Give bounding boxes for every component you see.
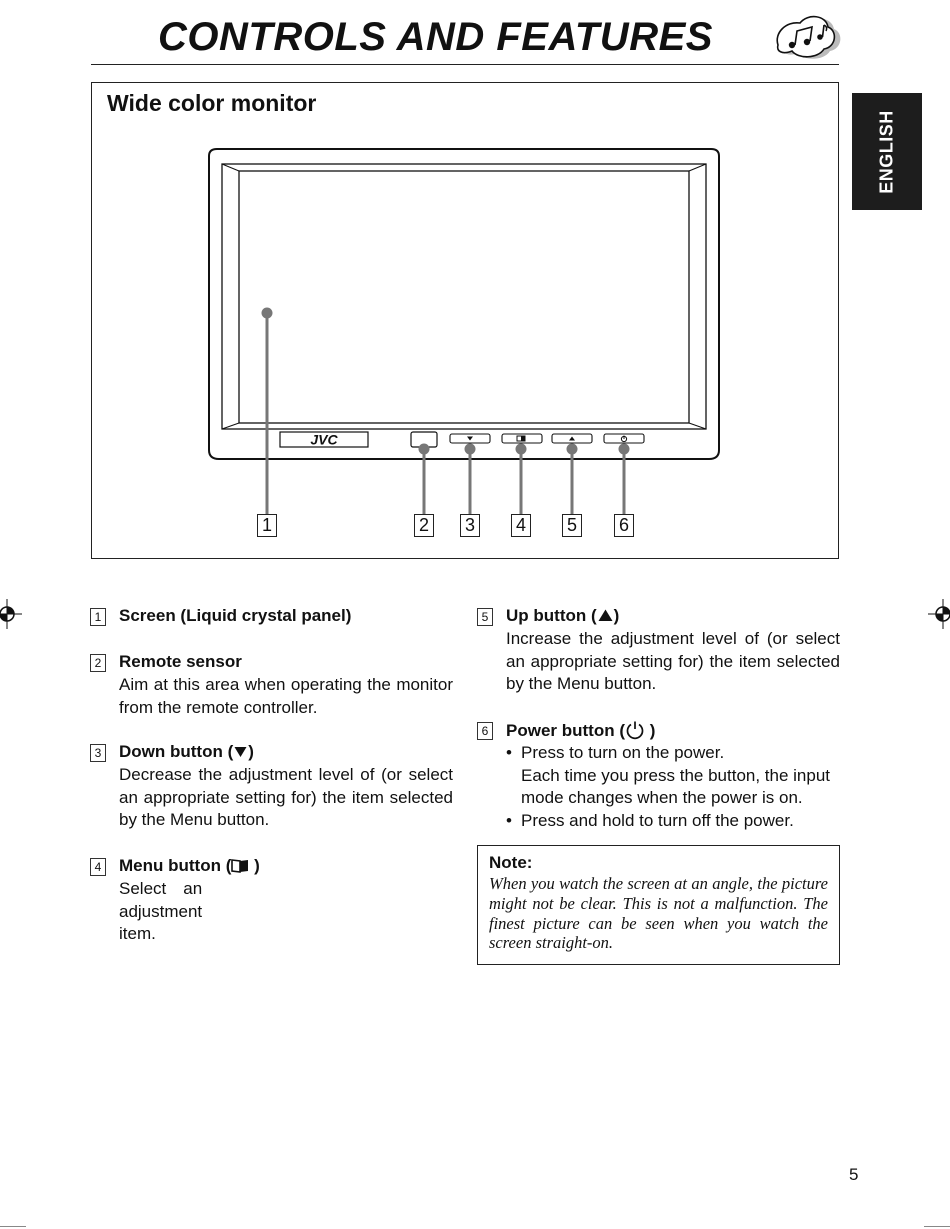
item-title <box>119 742 254 762</box>
item-title: Remote sensor <box>119 652 242 671</box>
up-triangle-icon <box>597 608 614 623</box>
item-number: 3 <box>90 744 106 762</box>
title-divider <box>91 64 839 65</box>
note-text: When you watch the screen at an angle, the picture might not be clear. This is not a malfunction. The finest picture can be seen when you watch the screen straight-on. <box>489 874 828 953</box>
item-description: Aim at this area when operating the monitor from the remote controller. <box>119 675 453 717</box>
item-title-text: ) <box>644 721 656 740</box>
callout-6: 6 <box>614 514 634 537</box>
callout-3: 3 <box>460 514 480 537</box>
item-title-text: ) <box>249 856 260 875</box>
monitor-screen <box>239 171 689 423</box>
item-number: 4 <box>90 858 106 876</box>
item-number: 2 <box>90 654 106 672</box>
item-bullet-list <box>506 742 840 832</box>
item-description: Increase the adjustment level of (or select an appropriate setting for) the item selected by the Menu button. <box>506 629 840 694</box>
brand-logo: JVC <box>310 431 338 448</box>
music-notes-icon <box>770 13 846 63</box>
item-title <box>506 606 619 626</box>
callout-1: 1 <box>257 514 277 537</box>
item-title <box>506 720 655 741</box>
language-tab-label: ENGLISH <box>876 109 897 194</box>
item-description: Decrease the adjustment level of (or select an appropriate setting for) the item selected by the Menu button. <box>119 765 453 830</box>
menu-book-icon <box>231 858 249 873</box>
bullet-item: • Press and hold to turn off the power. <box>506 810 840 833</box>
figure-heading: Wide color monitor <box>107 90 317 116</box>
item-title-text: Power button ( <box>506 721 625 740</box>
bullet-continuation: Each time you press the button, the input mode changes when the power is on. <box>521 765 831 808</box>
item-number: 1 <box>90 608 106 626</box>
page-title: CONTROLS AND FEATURES <box>158 15 713 59</box>
registration-mark-icon <box>0 599 22 629</box>
callout-2: 2 <box>414 514 434 537</box>
language-tab <box>852 93 922 210</box>
item-title-text: Down button ( <box>119 742 234 761</box>
item-title <box>119 856 260 876</box>
down-triangle-icon <box>233 744 248 759</box>
crop-mark <box>0 1226 26 1227</box>
crop-mark <box>924 1226 950 1227</box>
monitor-illustration <box>91 82 837 557</box>
item-number: 5 <box>477 608 493 626</box>
item-title: Screen (Liquid crystal panel) <box>119 606 352 625</box>
item-title-text: ) <box>248 742 254 761</box>
item-title-text: Menu button ( <box>119 856 232 875</box>
registration-mark-icon <box>928 599 950 629</box>
item-description: Select an adjustment item. <box>119 879 203 944</box>
callout-4: 4 <box>511 514 531 537</box>
page-number: 5 <box>849 1165 859 1184</box>
item-title-text: Up button ( <box>506 606 597 625</box>
note-label: Note: <box>489 853 533 872</box>
power-icon <box>625 720 645 740</box>
bullet-item: • Press to turn on the power. <box>506 742 840 765</box>
item-title-text: ) <box>613 606 620 625</box>
item-number: 6 <box>477 722 493 740</box>
callout-5: 5 <box>562 514 582 537</box>
